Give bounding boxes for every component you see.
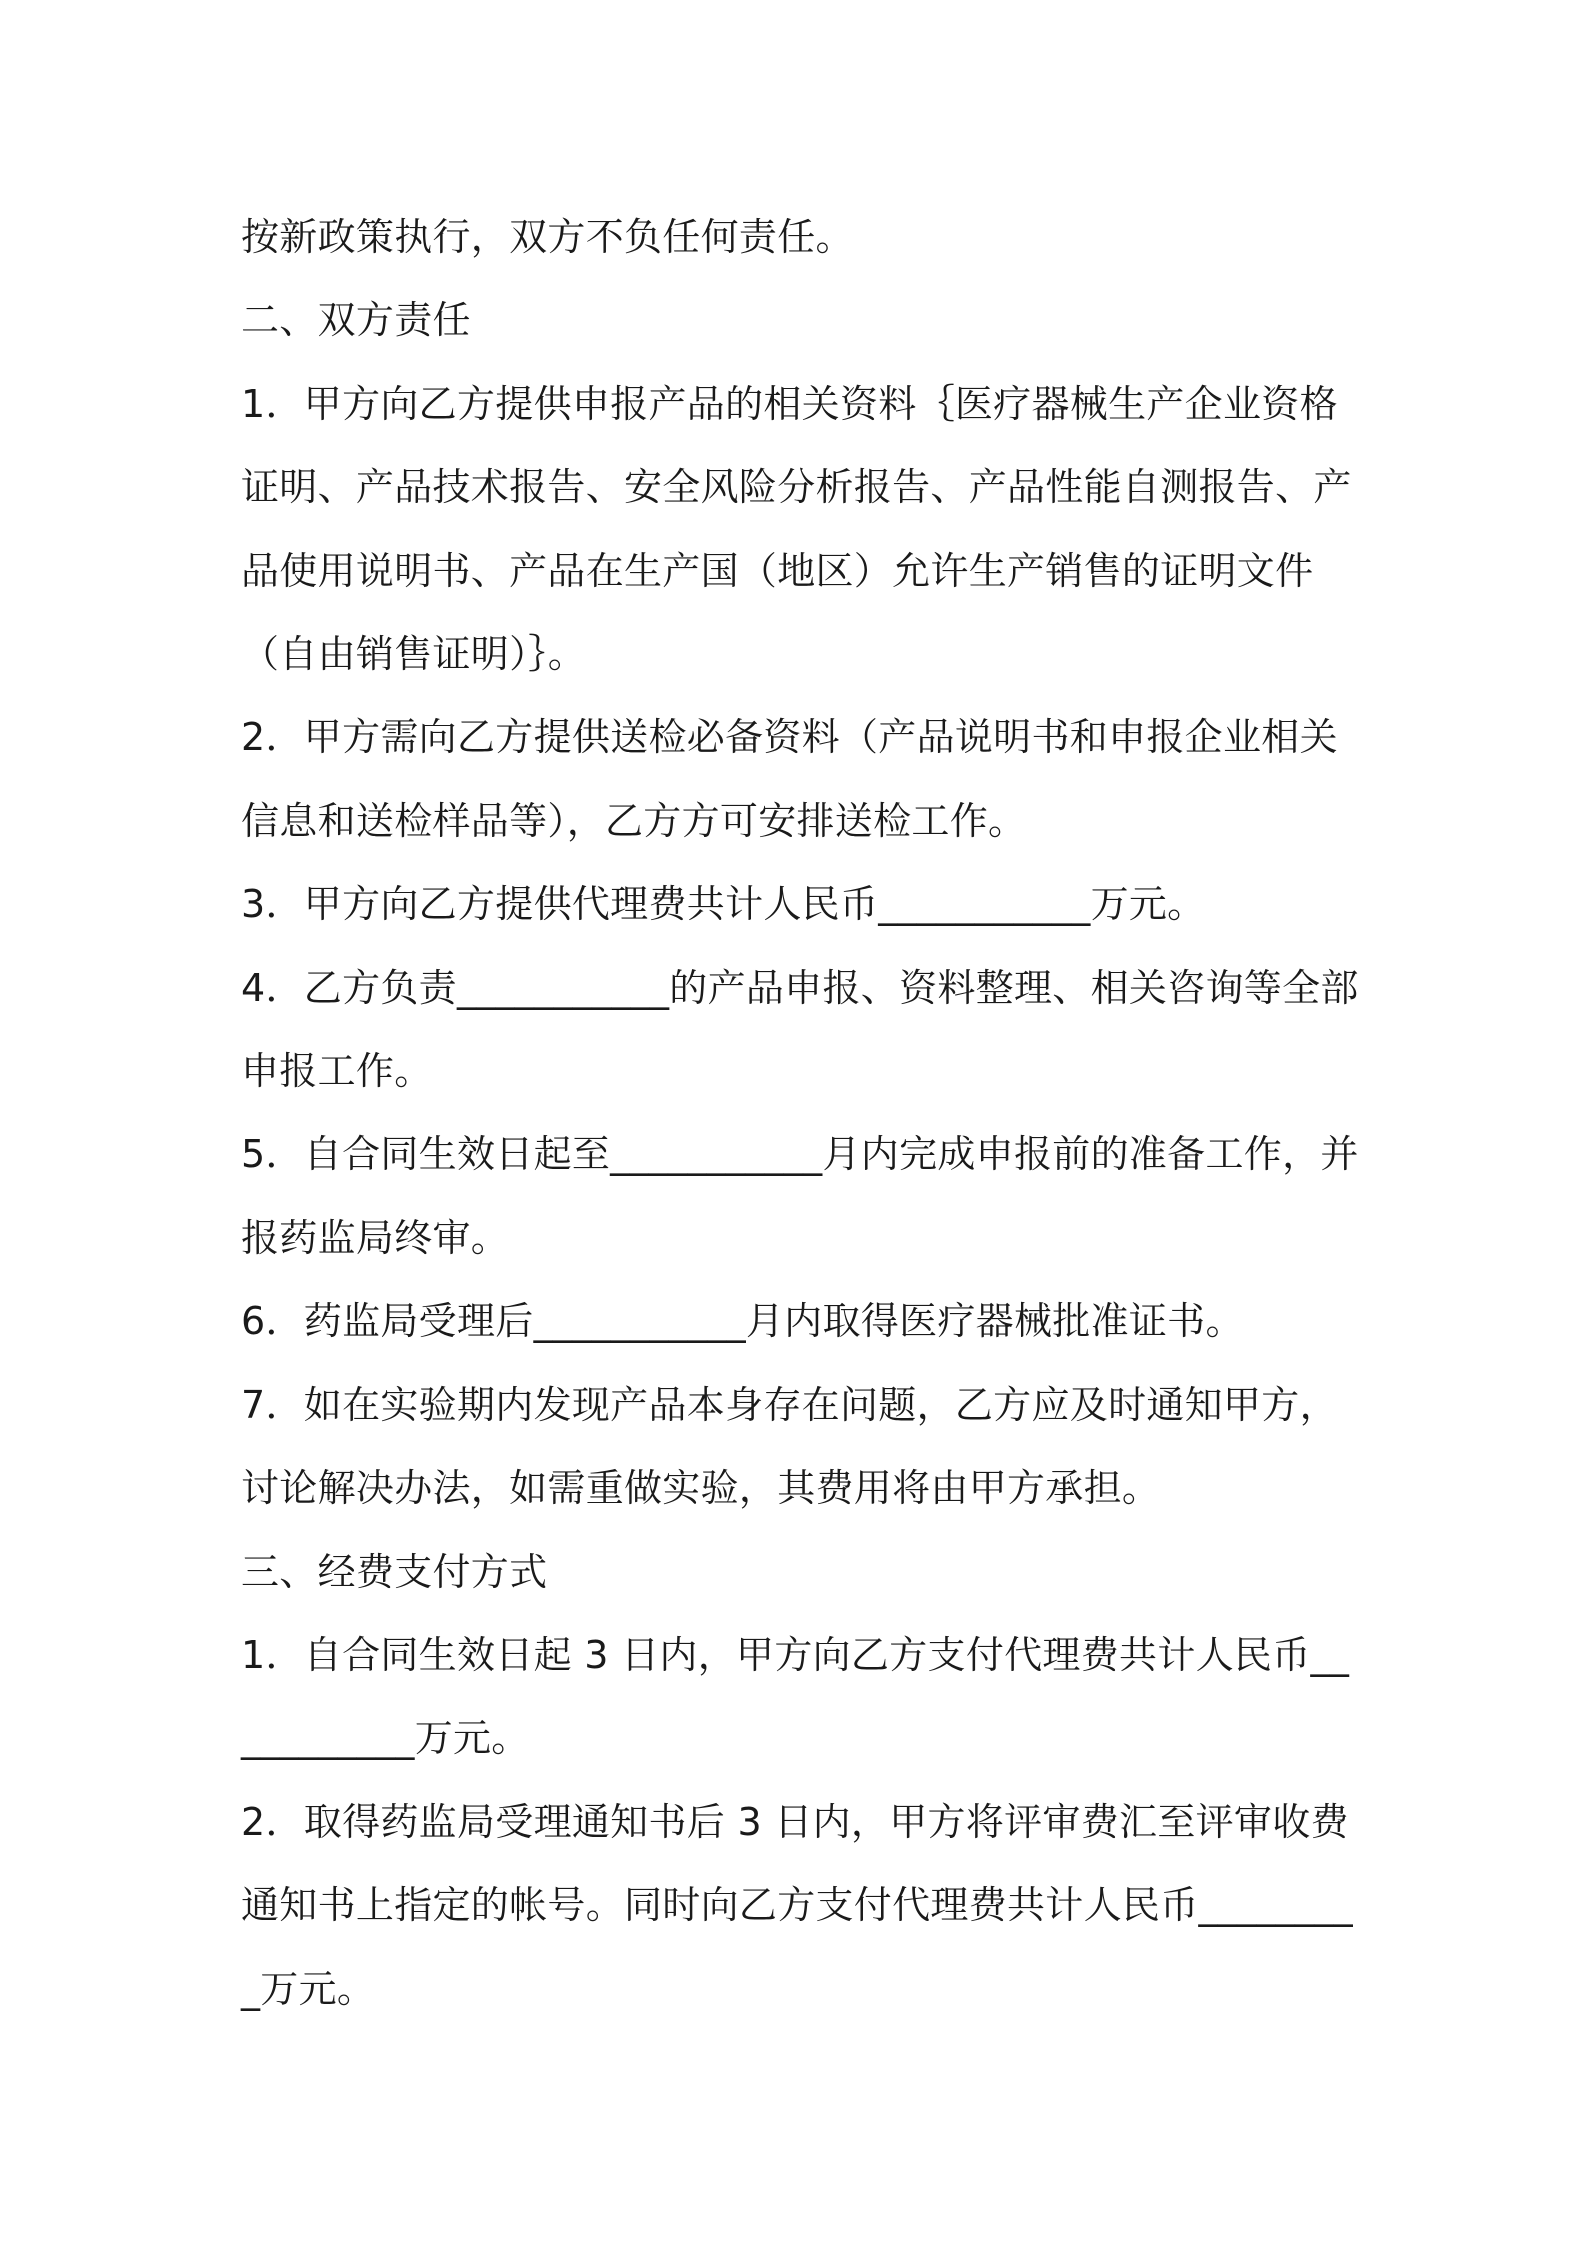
paragraph-payment-2: 2．取得药监局受理通知书后 3 日内，甲方将评审费汇至评审收费通知书上指定的帐号。同时向乙方支付代理费共计人民币_________万元。 bbox=[241, 1799, 1353, 2011]
paragraph-item-3: 3．甲方向乙方提供代理费共计人民币___________万元。 bbox=[241, 882, 1206, 927]
paragraph-policy-clause: 按新政策执行，双方不负任何责任。 bbox=[241, 215, 854, 259]
paragraph-item-5: 5．自合同生效日起至___________月内完成申报前的准备工作，并报药监局终审。 bbox=[241, 1132, 1359, 1260]
paragraph-item-7: 7．如在实验期内发现产品本身存在问题，乙方应及时通知甲方，讨论解决办法，如需重做实验，其费用将由甲方承担。 bbox=[241, 1382, 1338, 1511]
document-body bbox=[241, 196, 1361, 2031]
paragraph-payment-1: 1．自合同生效日起 3 日内，甲方向乙方支付代理费共计人民币___________万元。 bbox=[241, 1632, 1350, 1761]
section-heading-responsibilities: 二、双方责任 bbox=[241, 298, 471, 343]
paragraph-item-4: 4．乙方负责___________的产品申报、资料整理、相关咨询等全部申报工作。 bbox=[241, 965, 1359, 1094]
paragraph-item-1: 1．甲方向乙方提供申报产品的相关资料｛医疗器械生产企业资格证明、产品技术报告、安全风险分析报告、产品性能自测报告、产品使用说明书、产品在生产国（地区）允许生产销售的证明文件（自由销售证明）｝。 bbox=[241, 381, 1352, 677]
paragraph-item-6: 6．药监局受理后___________月内取得医疗器械批准证书。 bbox=[241, 1299, 1244, 1344]
section-heading-payment: 三、经费支付方式 bbox=[241, 1549, 548, 1594]
paragraph-item-2: 2．甲方需向乙方提供送检必备资料（产品说明书和申报企业相关信息和送检样品等），乙方方可安排送检工作。 bbox=[241, 715, 1338, 843]
